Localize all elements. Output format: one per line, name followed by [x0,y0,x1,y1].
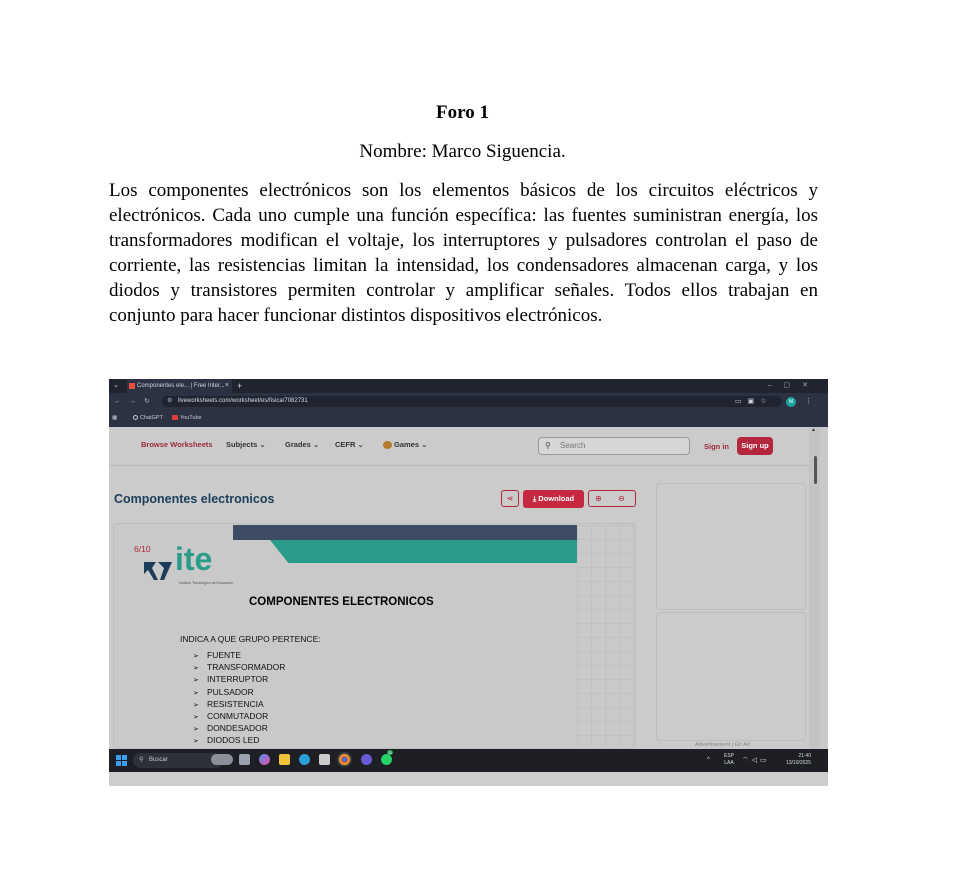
tab-title: Componentes ele... | Free Inter... [137,383,225,389]
favicon-icon [129,383,135,389]
worksheet-heading: COMPONENTES ELECTRONICOS [249,596,434,608]
sign-in-link[interactable]: Sign in [704,442,729,451]
arrow-icon: ➢ [193,665,199,673]
sign-up-button[interactable]: Sign up [737,437,773,455]
list-item: ➢ DIODOS LED [193,735,285,747]
ad-label[interactable]: Advertisement | Go Ad [695,742,750,748]
bookmark-youtube[interactable]: YouTube [172,410,202,427]
logo-tagline: Instituto Tecnológico de Educación [179,581,233,585]
address-action-icons[interactable]: ▭▣☆ [735,398,773,405]
task-view-icon[interactable] [239,754,250,765]
logo-text: ite [175,541,213,577]
address-bar [109,393,828,410]
file-explorer-icon[interactable] [279,754,290,765]
url-text: liveworksheets.com/worksheet/es/fisica/7082731 [178,398,308,404]
list-item: ➢ CONMUTADOR [193,711,285,723]
ad-slot [656,612,806,741]
bookmark-chatgpt[interactable]: ChatGPT [133,410,163,427]
zoom-in-icon[interactable]: ⊕ [595,494,602,503]
browser-tab[interactable] [127,379,232,393]
arrow-icon: ➢ [193,653,199,660]
nav-grades[interactable]: Grades ⌄ [285,440,320,449]
author-name: Nombre: Marco Siguencia. [359,141,566,162]
new-tab-icon[interactable]: + [237,381,243,391]
whatsapp-icon[interactable] [381,754,392,765]
nav-cefr[interactable]: CEFR ⌄ [335,440,364,449]
nav-subjects[interactable]: Subjects ⌄ [226,440,266,449]
chevron-down-icon: ⌄ [421,440,428,449]
apps-grid-icon[interactable]: ▦ [112,415,118,421]
component-list [193,650,285,760]
download-icon: ⤓ [532,494,539,503]
bookmarks-bar [109,410,828,427]
taskbar-search[interactable]: ⚲ Buscar [133,753,223,768]
document-title: Foro 1 [436,102,489,123]
arrow-icon: ➢ [193,677,199,685]
search-icon: ⚲ [545,441,551,450]
scroll-up-icon[interactable]: ▲ [811,427,816,433]
system-tray-icons[interactable]: ⌔◁▭ [742,757,770,764]
clock[interactable]: 21:40 13/10/2025 [785,753,811,766]
language-indicator[interactable]: ESP LAA [724,753,735,766]
arrow-icon: ➢ [193,689,199,697]
notification-badge: 11 [388,750,393,755]
chevron-down-icon: ⌄ [312,440,320,449]
chevron-down-icon: ⌄ [259,440,266,449]
arrow-icon: ➢ [193,714,199,722]
worksheet-banner-accent [270,540,577,563]
browser-tab-bar [109,379,828,393]
screenshot-bottom-strip [109,772,828,786]
chevron-down-icon: ⌄ [357,440,364,449]
youtube-icon [172,415,178,420]
games-icon [383,441,392,449]
list-item: ➢ DONDESADOR [193,723,285,735]
header-divider [109,465,809,466]
share-icon: ⋖ [506,494,514,503]
ad-slot [656,483,806,610]
body-paragraph: Los componentes electrónicos son los elementos básicos de los circuitos eléctricos y electrónicos. Cada uno cumple una función específica: las fuentes suministran energía, los transformadores modifican el voltaje, los interruptores y pulsadores controlan el paso de corriente, las resistencias limitan la intensidad, los condensadores almacenan carga, y los diodos y transistores permiten controlar y amplificar señales. Todos ellos trabajan en conjunto para hacer funcionar distintos dispositivos electrónicos. [109,180,818,326]
windows-start-icon[interactable] [116,755,127,766]
logo-icon [142,554,174,581]
tab-close-icon[interactable]: × [224,382,229,389]
chrome-icon[interactable] [339,754,350,765]
nav-games[interactable]: Games ⌄ [383,440,427,449]
download-button[interactable]: ⤓ Download [523,490,584,508]
worksheet-instruction: INDICA A QUE GRUPO PERTENCE: [180,634,321,644]
scroll-thumb[interactable] [814,456,817,484]
worksheet-grid [577,525,635,747]
edge-icon[interactable] [299,754,310,765]
zoom-controls [588,490,636,507]
search-placeholder: Search [560,441,586,450]
list-item: ➢ INTERRUPTOR [193,674,285,686]
share-button[interactable] [501,490,519,507]
zoom-out-icon[interactable]: ⊖ [618,494,625,503]
search-input[interactable] [538,437,690,455]
worksheet-title: Componentes electronicos [114,492,275,506]
search-icon: ⚲ [139,757,144,763]
embedded-screenshot [109,379,828,786]
arrow-icon: ➢ [193,738,199,746]
list-item: ➢ PULSADOR [193,687,285,699]
media-player-icon[interactable] [361,754,372,765]
list-item: ➢ RESISTENCIA [193,699,285,711]
nav-browse-worksheets[interactable]: Browse Worksheets [141,440,213,449]
page-counter: 6/10 [134,544,151,554]
store-icon[interactable] [319,754,330,765]
list-item: ➢ TRANSFORMADOR [193,662,285,674]
widgets-icon[interactable] [211,754,233,765]
chatgpt-icon [133,415,138,420]
worksheet-banner [233,525,577,540]
window-controls[interactable]: –▢✕ [767,382,820,389]
copilot-icon[interactable] [259,754,270,765]
arrow-icon: ➢ [193,726,199,734]
windows-taskbar [109,749,828,772]
profile-avatar[interactable]: M [786,397,796,407]
list-item: ➢ FUENTE [193,650,285,662]
nav-buttons[interactable]: ←→↻ [114,398,158,405]
browser-menu-icon[interactable]: ⋮ [805,398,812,405]
arrow-icon: ➢ [193,701,199,709]
site-info-icon[interactable]: ⚙ [167,398,173,404]
tab-menu-icon[interactable]: ⌄ [113,382,119,389]
url-field[interactable] [162,396,782,407]
tray-chevron-icon[interactable]: ^ [707,757,710,763]
